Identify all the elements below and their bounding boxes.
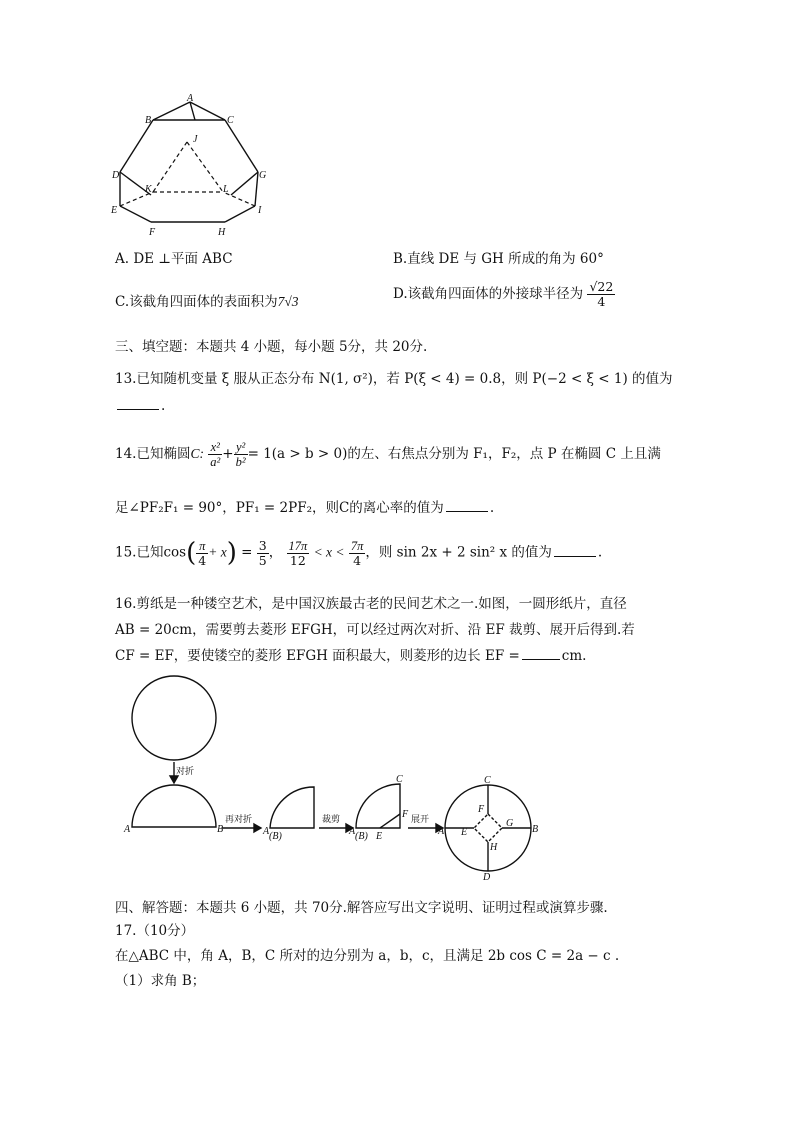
point-label: F	[402, 809, 409, 820]
vertex-label: F	[149, 227, 156, 238]
q16-unit: cm.	[561, 648, 587, 664]
vertex-label: E	[111, 205, 118, 216]
label-fold: 对折	[176, 766, 195, 776]
vertex-label: G	[259, 170, 267, 181]
vertex-label: K	[145, 184, 152, 195]
point-label: (B)	[355, 831, 368, 842]
option-c-value: 7√3	[277, 294, 299, 309]
point-label: C	[396, 774, 403, 785]
q14-suffix: = 1(a > b > 0)的左、右焦点分别为 F₁，F₂，点 P 在椭圆 C 上且满	[247, 446, 661, 462]
fraction-denominator: a²	[210, 455, 221, 469]
vertex-label: B	[145, 115, 152, 126]
point-label: D	[483, 872, 491, 883]
q16-line3-text: CF = EF，要使镂空的菱形 EFGH 面积最大，则菱形的边长 EF =	[115, 648, 520, 664]
question-17-header: 17.（10分）	[115, 923, 195, 939]
point-label: A	[124, 824, 131, 835]
section-3-title: 三、填空题：本题共 4 小题，每小题 5分，共 20分.	[115, 339, 428, 355]
fraction-denominator: 4	[198, 552, 207, 568]
vertex-label: J	[193, 134, 198, 145]
vertex-label: D	[112, 170, 120, 181]
fraction-denominator: b²	[235, 455, 246, 469]
point-label: E	[376, 831, 383, 842]
vertex-label: L	[223, 184, 229, 195]
question-15: 15.已知cos( $\frac{\pi}{4}$ + x) = $\frac{3}{5}$ ， $\frac{17\pi}{12}$ < x < $\frac{7\pi}{4}$ ，则 sin 2x + 2 sin² x 的值为 .	[115, 537, 603, 568]
q15-frac-35	[257, 539, 269, 568]
question-17-stem: 在△ABC 中，角 A，B，C 所对的边分别为 a，b，c，且满足 2b cos C = 2a − c .	[115, 948, 620, 964]
point-label: A	[263, 826, 270, 837]
question-16-line2: AB = 20cm，需要剪去菱形 EFGH，可以经过两次对折、沿 EF 裁剪、展开后得到.若	[115, 622, 635, 638]
q15-frac-pi4	[196, 539, 208, 568]
option-c-text: C.该截角四面体的表面积为	[115, 294, 278, 310]
option-a: A. DE ⊥平面 ABC	[115, 251, 233, 267]
label-cut: 裁剪	[322, 814, 341, 824]
point-label: A	[438, 826, 445, 837]
question-13: 13.已知随机变量 ξ 服从正态分布 N(1, σ²)，若 P(ξ < 4) = 0.8，则 P(−2 < ξ < 1) 的值为	[115, 371, 673, 387]
fraction-denominator: 4	[597, 294, 606, 309]
point-label: F	[478, 804, 485, 815]
fraction-denominator: 12	[289, 552, 306, 568]
option-c	[115, 290, 299, 310]
point-label: E	[461, 827, 468, 838]
point-label: A	[349, 826, 356, 837]
question-17-part1: （1）求角 B；	[115, 973, 206, 989]
q14-frac-y	[234, 440, 248, 469]
question-14-line1: 14.已知椭圆C: $\frac{\text{x²}}{\text{a²}}$ + $\frac{\text{y²}}{\text{b²}}$ = 1(a > b > 0)的左、右焦点分别为 F₁，F₂，点 P 在椭圆 C 上且满	[115, 440, 661, 469]
fraction-numerator: x²	[208, 440, 222, 455]
fraction-denominator: 5	[258, 552, 267, 568]
question-16-line1: 16.剪纸是一种镂空艺术，是中国汉族最古老的民间艺术之一.如图，一圆形纸片，直径	[115, 596, 627, 612]
fraction-denominator: 4	[353, 552, 362, 568]
q14-ellipse-c: C:	[190, 446, 204, 461]
point-label: B	[532, 824, 539, 835]
fraction-numerator: 3	[258, 537, 267, 553]
q15-range: < x <	[313, 544, 345, 560]
option-d-fraction	[587, 280, 615, 309]
question-16-line3	[115, 644, 586, 664]
vertex-label: H	[218, 227, 226, 238]
vertex-label: I	[258, 205, 262, 216]
paper-cutting-figure	[118, 672, 548, 884]
q15-frac-7pi	[349, 539, 366, 568]
q14-frac-x	[208, 440, 222, 469]
fraction-numerator: √22	[589, 279, 614, 294]
q15-eq: =	[241, 544, 253, 561]
question-14-line2: 足∠PF₂F₁ = 90°，PF₁ = 2PF₂，则C的离心率的值为 .	[115, 500, 495, 516]
question-13-blank: .	[115, 398, 165, 414]
section-4-title: 四、解答题：本题共 6 小题，共 70分.解答应写出文字说明、证明过程或演算步骤.	[115, 900, 608, 916]
option-d-text: D.该截角四面体的外接球半径为	[393, 286, 584, 302]
q14-line2-text: 足∠PF₂F₁ = 90°，PF₁ = 2PF₂，则C的离心率的值为	[115, 500, 444, 516]
label-unfold: 展开	[411, 814, 430, 824]
point-label: G	[506, 818, 514, 829]
fraction-numerator: π	[196, 539, 208, 554]
fraction-numerator: y²	[234, 440, 248, 455]
fraction-numerator: 17π	[288, 538, 308, 553]
label-refold: 再对折	[225, 814, 253, 824]
option-b: B.直线 DE 与 GH 所成的角为 60°	[393, 251, 604, 267]
q15-prefix: 15.已知cos	[115, 544, 187, 561]
vertex-label: C	[227, 115, 234, 126]
q15-plus-x: + x	[208, 544, 227, 560]
q15-suffix: ，则 sin 2x + 2 sin² x 的值为	[365, 544, 552, 561]
q14-prefix: 14.已知椭圆	[115, 446, 191, 462]
truncated-tetrahedron-figure	[105, 92, 275, 240]
point-label: (B)	[269, 831, 282, 842]
option-d	[393, 280, 615, 309]
point-label: B	[217, 824, 224, 835]
q15-frac-17pi	[287, 539, 310, 568]
point-label: C	[484, 775, 491, 786]
point-label: H	[490, 842, 498, 853]
vertex-label: A	[187, 93, 194, 104]
fraction-numerator: 7π	[350, 538, 364, 553]
